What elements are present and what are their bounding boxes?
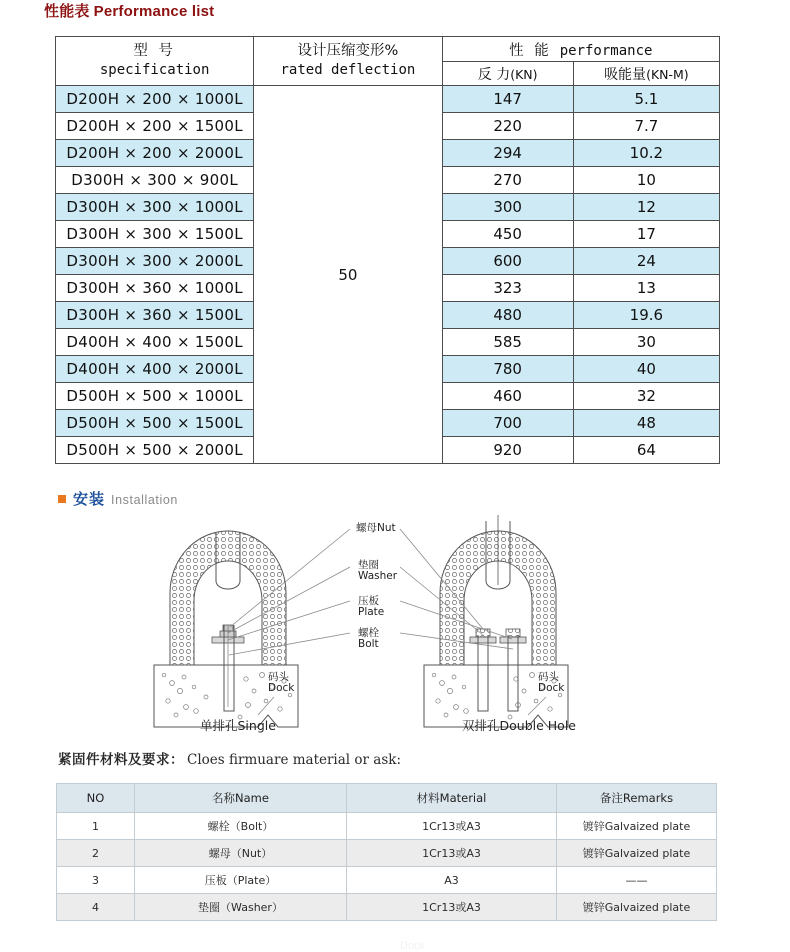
installation-heading-en: Installation	[111, 493, 178, 507]
material-header-name: 名称Name	[135, 784, 347, 813]
cell-specification: D300H × 360 × 1500L	[56, 302, 254, 329]
cell-specification: D300H × 300 × 900L	[56, 167, 254, 194]
cell-specification: D200H × 200 × 1000L	[56, 86, 254, 113]
material-table	[56, 783, 717, 921]
header-reaction-force	[442, 62, 573, 86]
diagram-label-bolt-cn: 螺栓	[358, 627, 379, 639]
cell-specification: D200H × 200 × 1500L	[56, 113, 254, 140]
cell-reaction-force: 220	[442, 113, 573, 140]
cell-no: 4	[57, 894, 135, 921]
diagram-caption-double: 双排孔Double Hole	[462, 718, 576, 733]
fastener-note-cn: 紧固件材料及要求：	[58, 752, 184, 768]
cell-material: 1Cr13或A3	[347, 894, 557, 921]
diagram-label-plate-cn: 压板	[358, 595, 379, 607]
bullet-square-icon	[58, 495, 66, 503]
cell-material: A3	[347, 867, 557, 894]
header-energy-absorption	[573, 62, 719, 86]
cell-specification: D500H × 500 × 1500L	[56, 410, 254, 437]
header-reaction-cn: 反 力	[477, 66, 511, 83]
cell-name: 垫圈（Washer）	[135, 894, 347, 921]
cell-no: 1	[57, 813, 135, 840]
performance-header-row-1	[56, 37, 720, 62]
header-performance-en: performance	[559, 42, 653, 59]
performance-table	[55, 36, 720, 464]
bottom-cutoff-text: Dock	[400, 940, 426, 952]
cell-remarks: 镀锌Galvaized plate	[557, 813, 717, 840]
cell-energy-absorption: 48	[573, 410, 719, 437]
cell-material: 1Cr13或A3	[347, 813, 557, 840]
cell-energy-absorption: 7.7	[573, 113, 719, 140]
diagram-label-bolt	[358, 628, 379, 650]
cell-rated-deflection: 50	[254, 86, 442, 464]
cell-energy-absorption: 10.2	[573, 140, 719, 167]
material-row	[57, 813, 717, 840]
diagram-label-dock-double	[538, 672, 564, 694]
diagram-label-dock-single-cn: 码头	[268, 671, 289, 683]
diagram-label-dock-single-en: Dock	[268, 682, 295, 695]
cell-remarks: 镀锌Galvaized plate	[557, 840, 717, 867]
header-performance-group	[442, 37, 719, 62]
installation-diagram	[150, 515, 650, 735]
fastener-note-en: Cloes firmuare material or ask:	[187, 752, 401, 768]
diagram-label-washer	[358, 560, 397, 582]
header-deflection-cn: 设计压缩变形%	[297, 42, 399, 59]
performance-table-container	[55, 36, 720, 464]
material-row	[57, 867, 717, 894]
installation-section-heading	[58, 488, 178, 509]
cell-no: 3	[57, 867, 135, 894]
performance-heading-en: Performance list	[93, 3, 215, 20]
material-header-row	[57, 784, 717, 813]
cell-material: 1Cr13或A3	[347, 840, 557, 867]
diagram-label-bolt-en: Bolt	[358, 638, 379, 651]
cell-specification: D300H × 300 × 2000L	[56, 248, 254, 275]
cell-reaction-force: 585	[442, 329, 573, 356]
cell-specification: D200H × 200 × 2000L	[56, 140, 254, 167]
cell-specification: D400H × 400 × 1500L	[56, 329, 254, 356]
material-row	[57, 840, 717, 867]
cell-reaction-force: 600	[442, 248, 573, 275]
material-table-body	[57, 813, 717, 921]
diagram-label-dock-double-cn: 码头	[538, 671, 559, 683]
cell-reaction-force: 700	[442, 410, 573, 437]
header-energy-unit: (KN-M)	[646, 66, 689, 82]
material-table-head	[57, 784, 717, 813]
performance-row	[56, 86, 720, 113]
diagram-single-hole	[154, 531, 298, 727]
material-header-material: 材料Material	[347, 784, 557, 813]
cell-reaction-force: 450	[442, 221, 573, 248]
cell-specification: D500H × 500 × 2000L	[56, 437, 254, 464]
diagram-label-washer-cn: 垫圈	[358, 559, 379, 571]
cell-reaction-force: 780	[442, 356, 573, 383]
installation-heading-cn: 安装	[73, 491, 106, 508]
diagram-caption-single: 单排孔Single	[200, 718, 276, 733]
cell-name: 螺栓（Bolt）	[135, 813, 347, 840]
cell-specification: D300H × 300 × 1500L	[56, 221, 254, 248]
cell-specification: D300H × 360 × 1000L	[56, 275, 254, 302]
performance-table-body	[56, 86, 720, 464]
cell-reaction-force: 147	[442, 86, 573, 113]
cell-energy-absorption: 32	[573, 383, 719, 410]
cell-reaction-force: 300	[442, 194, 573, 221]
cell-specification: D500H × 500 × 1000L	[56, 383, 254, 410]
cell-name: 压板（Plate）	[135, 867, 347, 894]
installation-diagram-svg	[150, 515, 650, 735]
cell-energy-absorption: 64	[573, 437, 719, 464]
performance-section-heading	[44, 0, 214, 21]
cell-name: 螺母（Nut）	[135, 840, 347, 867]
cell-energy-absorption: 5.1	[573, 86, 719, 113]
header-deflection-en: rated deflection	[280, 62, 416, 79]
cell-remarks: ——	[557, 867, 717, 894]
cell-specification: D400H × 400 × 2000L	[56, 356, 254, 383]
header-specification-en: specification	[99, 62, 210, 79]
cell-reaction-force: 270	[442, 167, 573, 194]
header-deflection	[254, 37, 442, 86]
header-specification-cn: 型 号	[133, 42, 176, 59]
diagram-label-nut: 螺母Nut	[356, 522, 396, 534]
cell-specification: D300H × 300 × 1000L	[56, 194, 254, 221]
material-header-remarks: 备注Remarks	[557, 784, 717, 813]
header-reaction-unit: (KN)	[510, 66, 538, 82]
fastener-note	[58, 748, 401, 768]
cell-energy-absorption: 17	[573, 221, 719, 248]
header-performance-cn: 性 能	[509, 42, 552, 59]
cell-energy-absorption: 10	[573, 167, 719, 194]
performance-heading-cn: 性能表	[44, 3, 90, 20]
cell-energy-absorption: 19.6	[573, 302, 719, 329]
performance-table-head	[56, 37, 720, 86]
material-header-no: NO	[57, 784, 135, 813]
cell-remarks: 镀锌Galvaized plate	[557, 894, 717, 921]
cell-energy-absorption: 40	[573, 356, 719, 383]
cell-energy-absorption: 12	[573, 194, 719, 221]
cell-energy-absorption: 24	[573, 248, 719, 275]
cell-reaction-force: 480	[442, 302, 573, 329]
cell-reaction-force: 323	[442, 275, 573, 302]
diagram-label-dock-single	[268, 672, 294, 694]
material-table-container	[56, 783, 716, 921]
cell-reaction-force: 920	[442, 437, 573, 464]
cell-reaction-force: 294	[442, 140, 573, 167]
diagram-label-dock-double-en: Dock	[538, 682, 565, 695]
material-row	[57, 894, 717, 921]
diagram-double-hole	[424, 515, 568, 727]
cell-no: 2	[57, 840, 135, 867]
cell-reaction-force: 460	[442, 383, 573, 410]
header-specification	[56, 37, 254, 86]
diagram-label-plate-en: Plate	[358, 606, 385, 619]
diagram-label-plate	[358, 596, 384, 618]
diagram-label-washer-en: Washer	[358, 570, 398, 583]
cell-energy-absorption: 30	[573, 329, 719, 356]
cell-energy-absorption: 13	[573, 275, 719, 302]
header-energy-cn: 吸能量	[604, 66, 647, 83]
